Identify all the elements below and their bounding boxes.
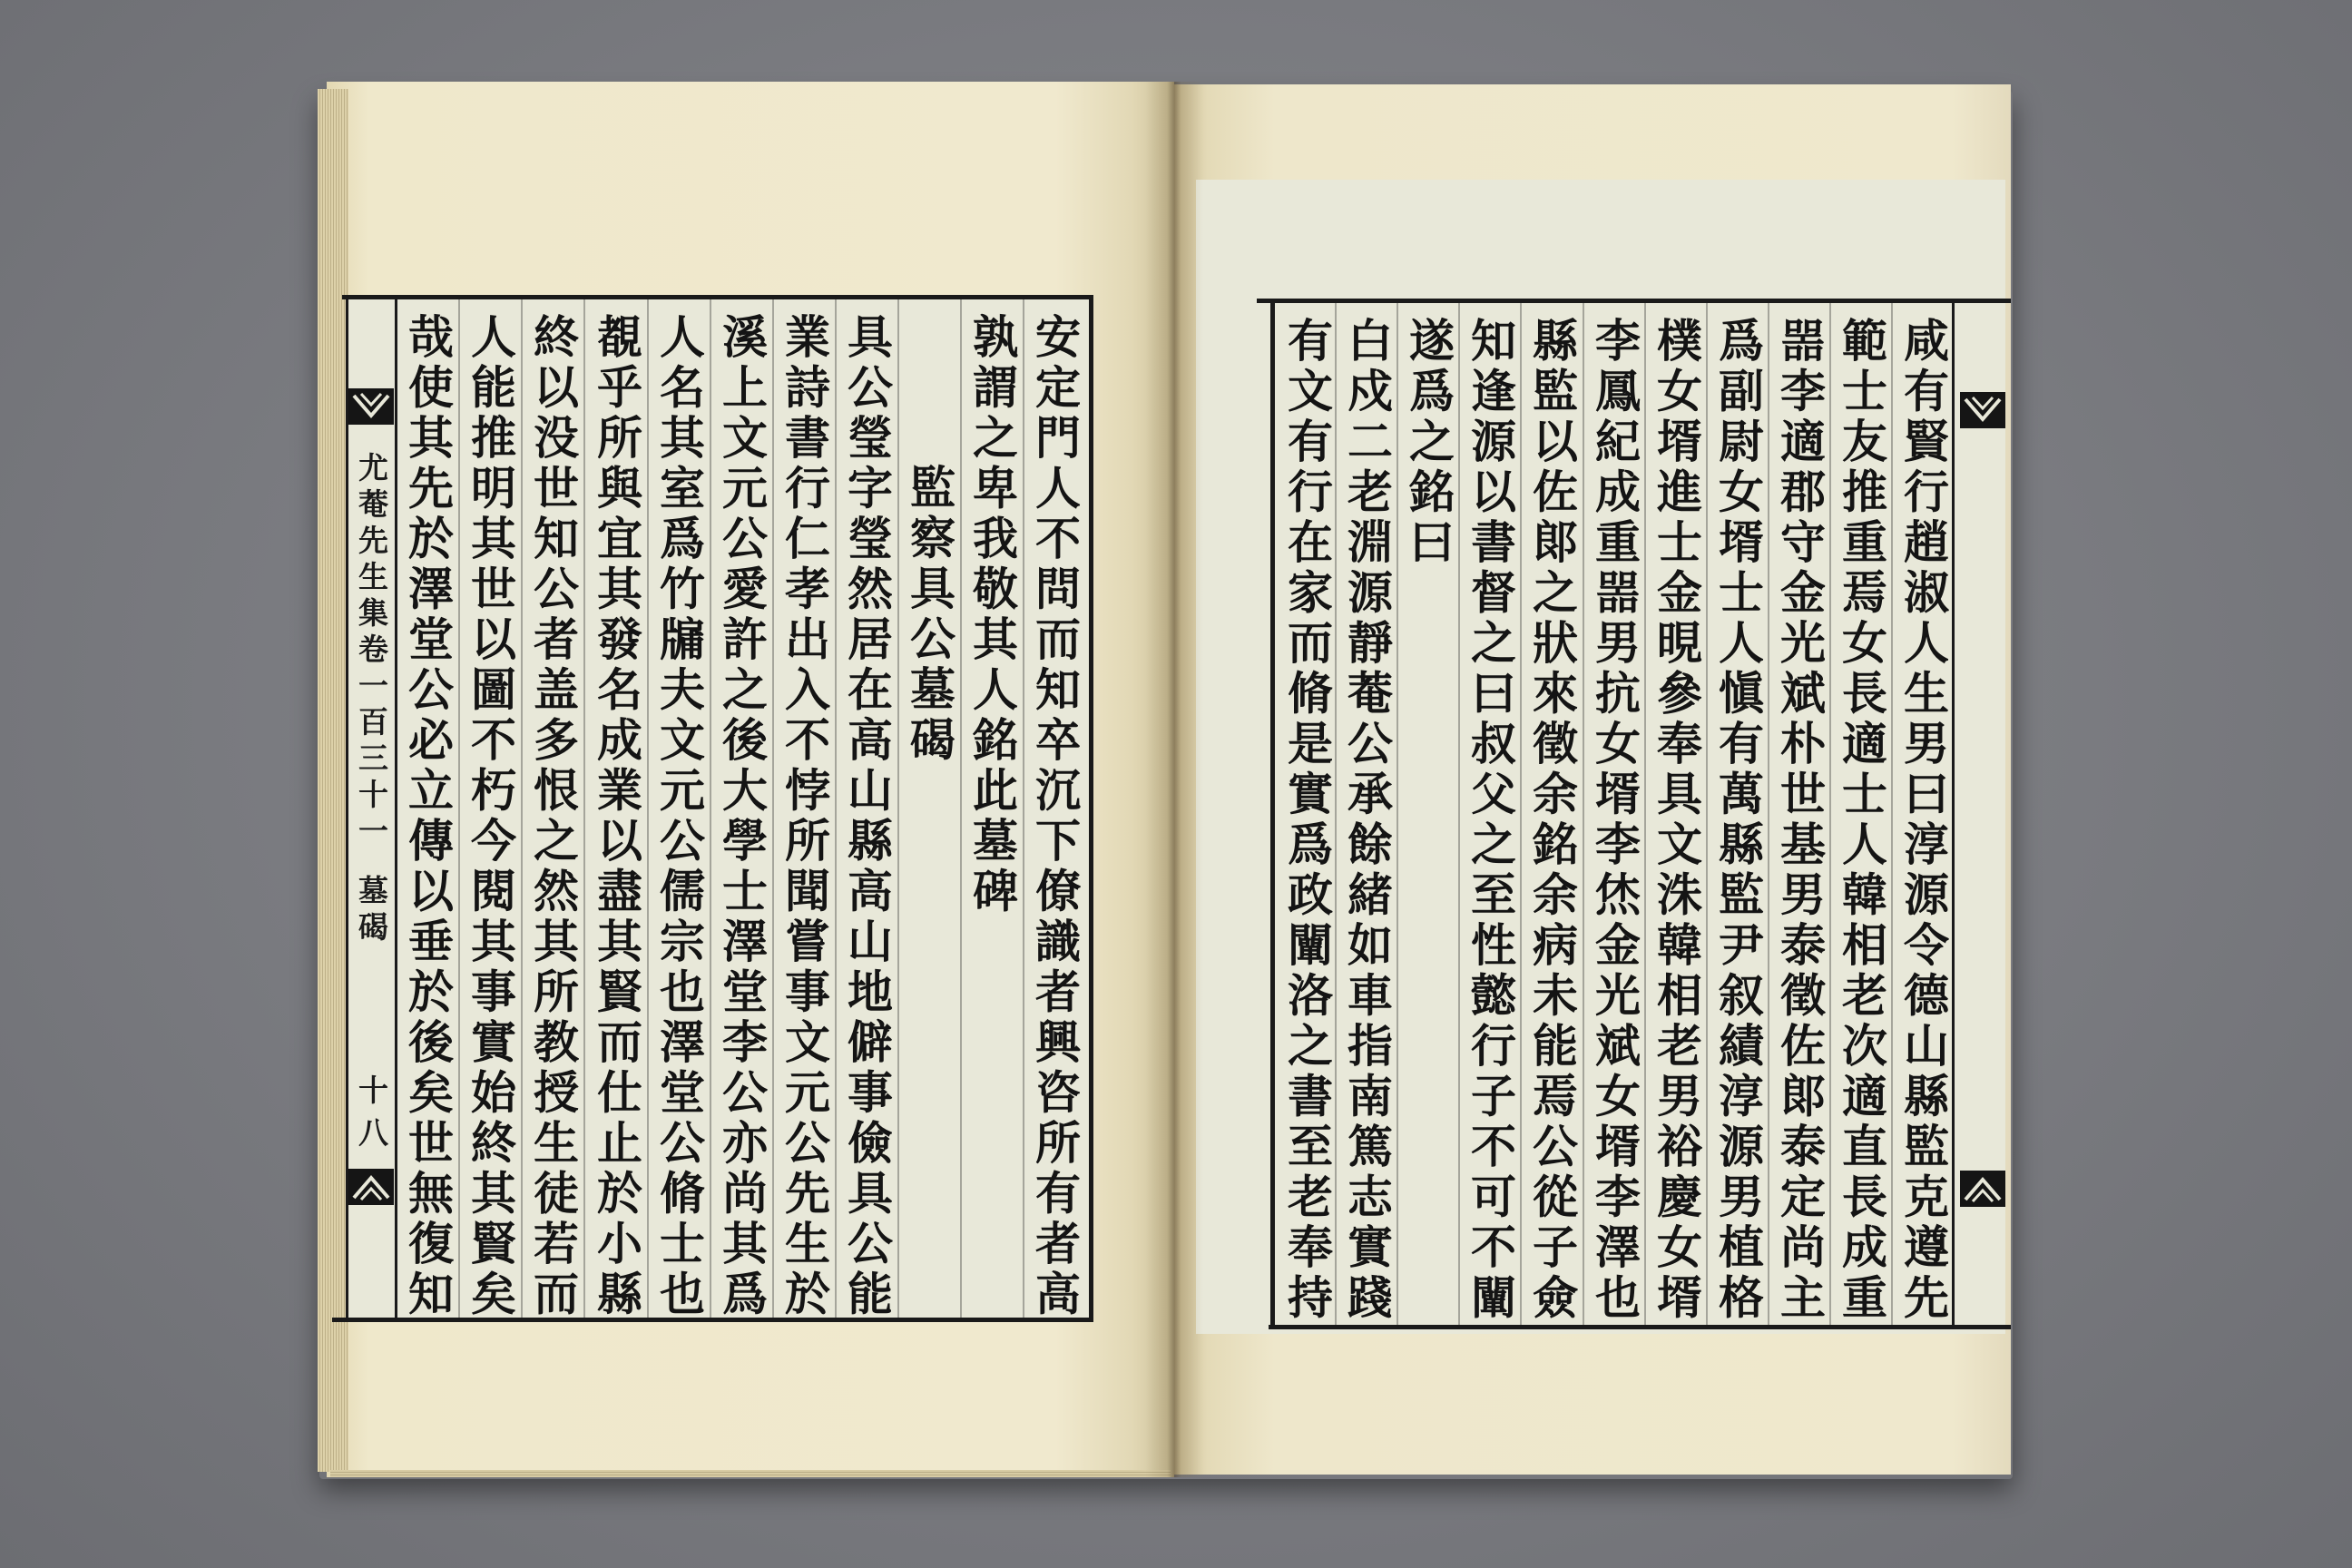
column-rule [1335, 303, 1337, 1325]
column-rule [1458, 303, 1460, 1325]
margin-section-label: 墓碣 [354, 875, 389, 947]
text-column: 業詩書行仁孝出入不悖所聞嘗事文元公先生於 [778, 313, 831, 1320]
column-rule [1768, 303, 1769, 1325]
text-column: 爲副尉女壻士人愼有萬縣監尹叙績淳源男植格 [1711, 317, 1765, 1324]
column-rule [1706, 303, 1708, 1325]
column-rule [960, 299, 962, 1318]
column-rule [897, 299, 899, 1318]
column-rule [1891, 303, 1893, 1325]
margin-book-title: 尤菴先生集卷一百三十一 [354, 452, 389, 851]
upper-fold-mark-icon [1960, 392, 2005, 428]
text-column: 具公瑩字瑩然居在高山縣高山地僻事儉具公能 [840, 313, 894, 1320]
margin-page-number: 十八 [354, 1074, 389, 1160]
column-rule [647, 299, 649, 1318]
text-column: 噐李適郡守金光斌朴世基男泰徵佐郞泰定尚主 [1773, 317, 1827, 1324]
column-rule [1520, 303, 1522, 1325]
column-rule [835, 299, 837, 1318]
text-column: 樸女壻進士金晛參奉具文洙韓相老男裕慶女壻 [1650, 317, 1703, 1324]
column-rule [1644, 303, 1646, 1325]
text-column: 人能推明其世以圖不朽今閱其事實始終其賢矣 [464, 313, 517, 1320]
right-frame-bottom-line [1269, 1325, 2011, 1329]
text-column: 人名其室爲竹牖夫文元公儒宗也澤堂公脩士也 [652, 313, 706, 1320]
text-column: 範士友推重焉女長適士人韓相老次適直長成重 [1835, 317, 1888, 1324]
column-rule [772, 299, 774, 1318]
epitaph-title-column: 監察具公墓碣 [903, 464, 956, 766]
text-column: 知逢源以書督之曰叔父之至性懿行子不可不闡 [1464, 317, 1517, 1324]
inscription-heading-column: 遂爲之銘曰 [1402, 317, 1455, 569]
text-column: 終以没世知公者盖多恨之然其所教授生徒若而 [526, 313, 580, 1320]
column-rule [1829, 303, 1831, 1325]
column-rule [1583, 303, 1584, 1325]
text-column: 溪上文元公愛許之後大學士澤堂李公亦尚其爲 [715, 313, 769, 1320]
right-frame-left-line [1270, 299, 1275, 1329]
page-bottom-edges [330, 1470, 1171, 1477]
column-rule [521, 299, 523, 1318]
text-column: 縣監以佐郞之狀來徵余銘余病未能焉公從子僉 [1525, 317, 1579, 1324]
lower-fold-mark-icon [1960, 1171, 2005, 1207]
right-frame-top-line [1257, 299, 2011, 303]
text-column: 李鳳紀成重噐男抗女壻李烋金光斌女壻李澤也 [1588, 317, 1642, 1324]
text-column: 覩乎所與宜其發名成業以盡其賢而仕止於小縣 [590, 313, 643, 1320]
column-rule [710, 299, 711, 1318]
right-margin-line [1952, 299, 1955, 1329]
left-frame-right-line [1089, 295, 1093, 1322]
text-column: 咸有賢行趙淑人生男曰淳源令德山縣監克遵先 [1896, 317, 1950, 1324]
left-margin-inner-line [395, 295, 397, 1322]
column-rule [1023, 299, 1024, 1318]
text-column: 孰謂之卑我敬其人銘此墓碑 [965, 313, 1019, 917]
verse-column: 白戍二老淵源靜菴公承餘緒如車指南篤志實踐 [1340, 317, 1394, 1324]
column-rule [583, 299, 585, 1318]
text-column: 哉使其先於澤堂公必立傳以垂於後矣世無復知 [401, 313, 455, 1320]
verse-column: 有文有行在家而脩是實爲政闡洛之書至老奉持 [1280, 317, 1334, 1324]
upper-fold-mark-icon [348, 388, 394, 425]
book-gutter [1145, 82, 1203, 1477]
left-frame-top-line [342, 295, 1093, 299]
text-column: 安定門人不問而知卒沉下僚識者興咨所有者高 [1028, 313, 1082, 1320]
column-rule [1396, 303, 1398, 1325]
lower-fold-mark-icon [348, 1169, 394, 1205]
column-rule [458, 299, 460, 1318]
